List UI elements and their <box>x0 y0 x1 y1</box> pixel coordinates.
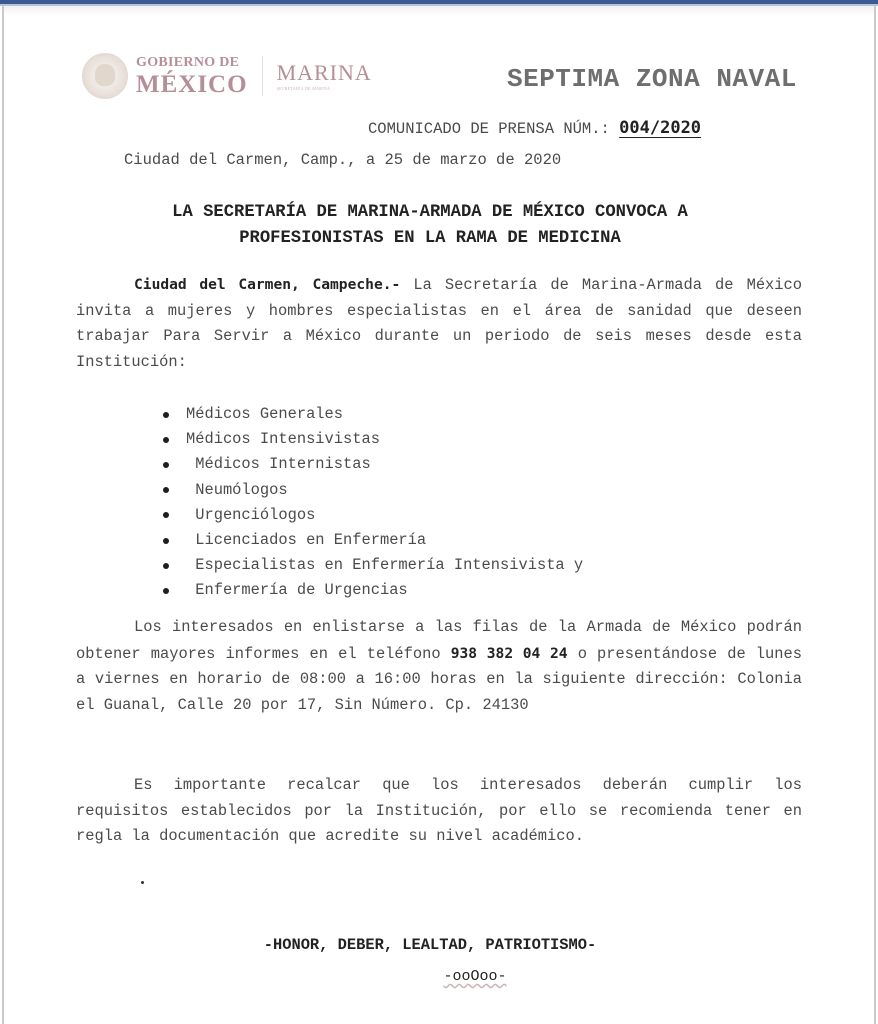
bullet-icon <box>163 588 169 594</box>
gobierno-de-mexico-wordmark <box>136 56 248 97</box>
press-release-number: 004/2020 <box>619 118 702 138</box>
zone-heading: SEPTIMA ZONA NAVAL <box>507 64 797 94</box>
requirements-text: Es importante recalcar que los interesados deberán cumplir los requisitos establecidos por la Institución, por ello se recomienda tener en regla la documentación que acredite su nivel académico. <box>76 776 802 845</box>
press-release-line <box>368 118 701 138</box>
list-item: Neumólogos <box>158 478 583 503</box>
motto-text: -HONOR, DEBER, LEALTAD, PATRIOTISMO- <box>263 936 597 954</box>
list-item: Médicos Intensivistas <box>158 427 583 452</box>
marina-wordmark <box>276 59 372 91</box>
page-top-shadow <box>4 6 874 16</box>
bullet-icon <box>163 462 169 468</box>
list-item: Urgenciólogos <box>158 503 583 528</box>
list-item: Enfermería de Urgencias <box>158 578 583 603</box>
intro-text: La Secretaría de Marina-Armada de México invita a mujeres y hombres especialistas en el área de sanidad que deseen trabajar Para Servir a México durante un periodo de seis meses desde esta Institución: <box>76 276 802 371</box>
gobierno-mexico-marina-logo <box>82 50 372 102</box>
logo-agency-sub: SECRETARÍA DE MARINA <box>276 85 331 91</box>
list-item: Licenciados en Enfermería <box>158 528 583 553</box>
title-line1: LA SECRETARÍA DE MARINA-ARMADA DE MÉXICO CONVOCA A <box>172 203 688 222</box>
requirements-paragraph <box>76 773 802 850</box>
bullet-icon <box>163 563 169 569</box>
closing-text: -ooOoo- <box>443 968 507 985</box>
logo-line2: MÉXICO <box>136 70 248 98</box>
closing-mark <box>0 968 878 985</box>
intro-paragraph <box>76 272 802 375</box>
phone-number: 938 382 04 24 <box>450 644 568 662</box>
bullet-icon <box>163 412 169 418</box>
contact-text-2: o presentándose de lunes a viernes en horario de 08:00 a 16:00 horas en la siguiente dirección: Colonia el Guanal, Calle 20 por 17, Sin Número. Cp. 24130 <box>76 644 802 714</box>
contact-paragraph <box>76 615 802 718</box>
press-release-label: COMUNICADO DE PRENSA NÚM.: <box>368 120 610 138</box>
bullet-icon <box>163 437 169 443</box>
stray-dot <box>141 881 144 884</box>
specialties-list <box>158 402 583 604</box>
place-and-date: Ciudad del Carmen, Camp., a 25 de marzo de 2020 <box>124 151 562 169</box>
document-title <box>60 200 800 252</box>
intro-lead: Ciudad del Carmen, Campeche.- <box>134 276 401 293</box>
list-item: Médicos Internistas <box>158 452 583 477</box>
logo-divider <box>262 56 263 96</box>
bullet-icon <box>163 487 169 493</box>
list-item: Especialistas en Enfermería Intensivista y <box>158 553 583 578</box>
contact-text-1: Los interesados en enlistarse a las filas de la Armada de México podrán obtener mayores informes en el teléfono <box>76 618 802 663</box>
list-item: Médicos Generales <box>158 402 583 427</box>
page-right-edge <box>874 6 876 1024</box>
bullet-icon <box>163 512 169 518</box>
title-line2: PROFESIONISTAS EN LA RAMA DE MEDICINA <box>239 229 621 248</box>
national-seal-icon <box>82 53 128 99</box>
page-left-edge <box>2 6 4 1024</box>
motto <box>0 936 878 954</box>
logo-line1: GOBIERNO DE <box>136 54 240 70</box>
logo-agency: MARINA <box>276 59 372 85</box>
bullet-icon <box>163 538 169 544</box>
